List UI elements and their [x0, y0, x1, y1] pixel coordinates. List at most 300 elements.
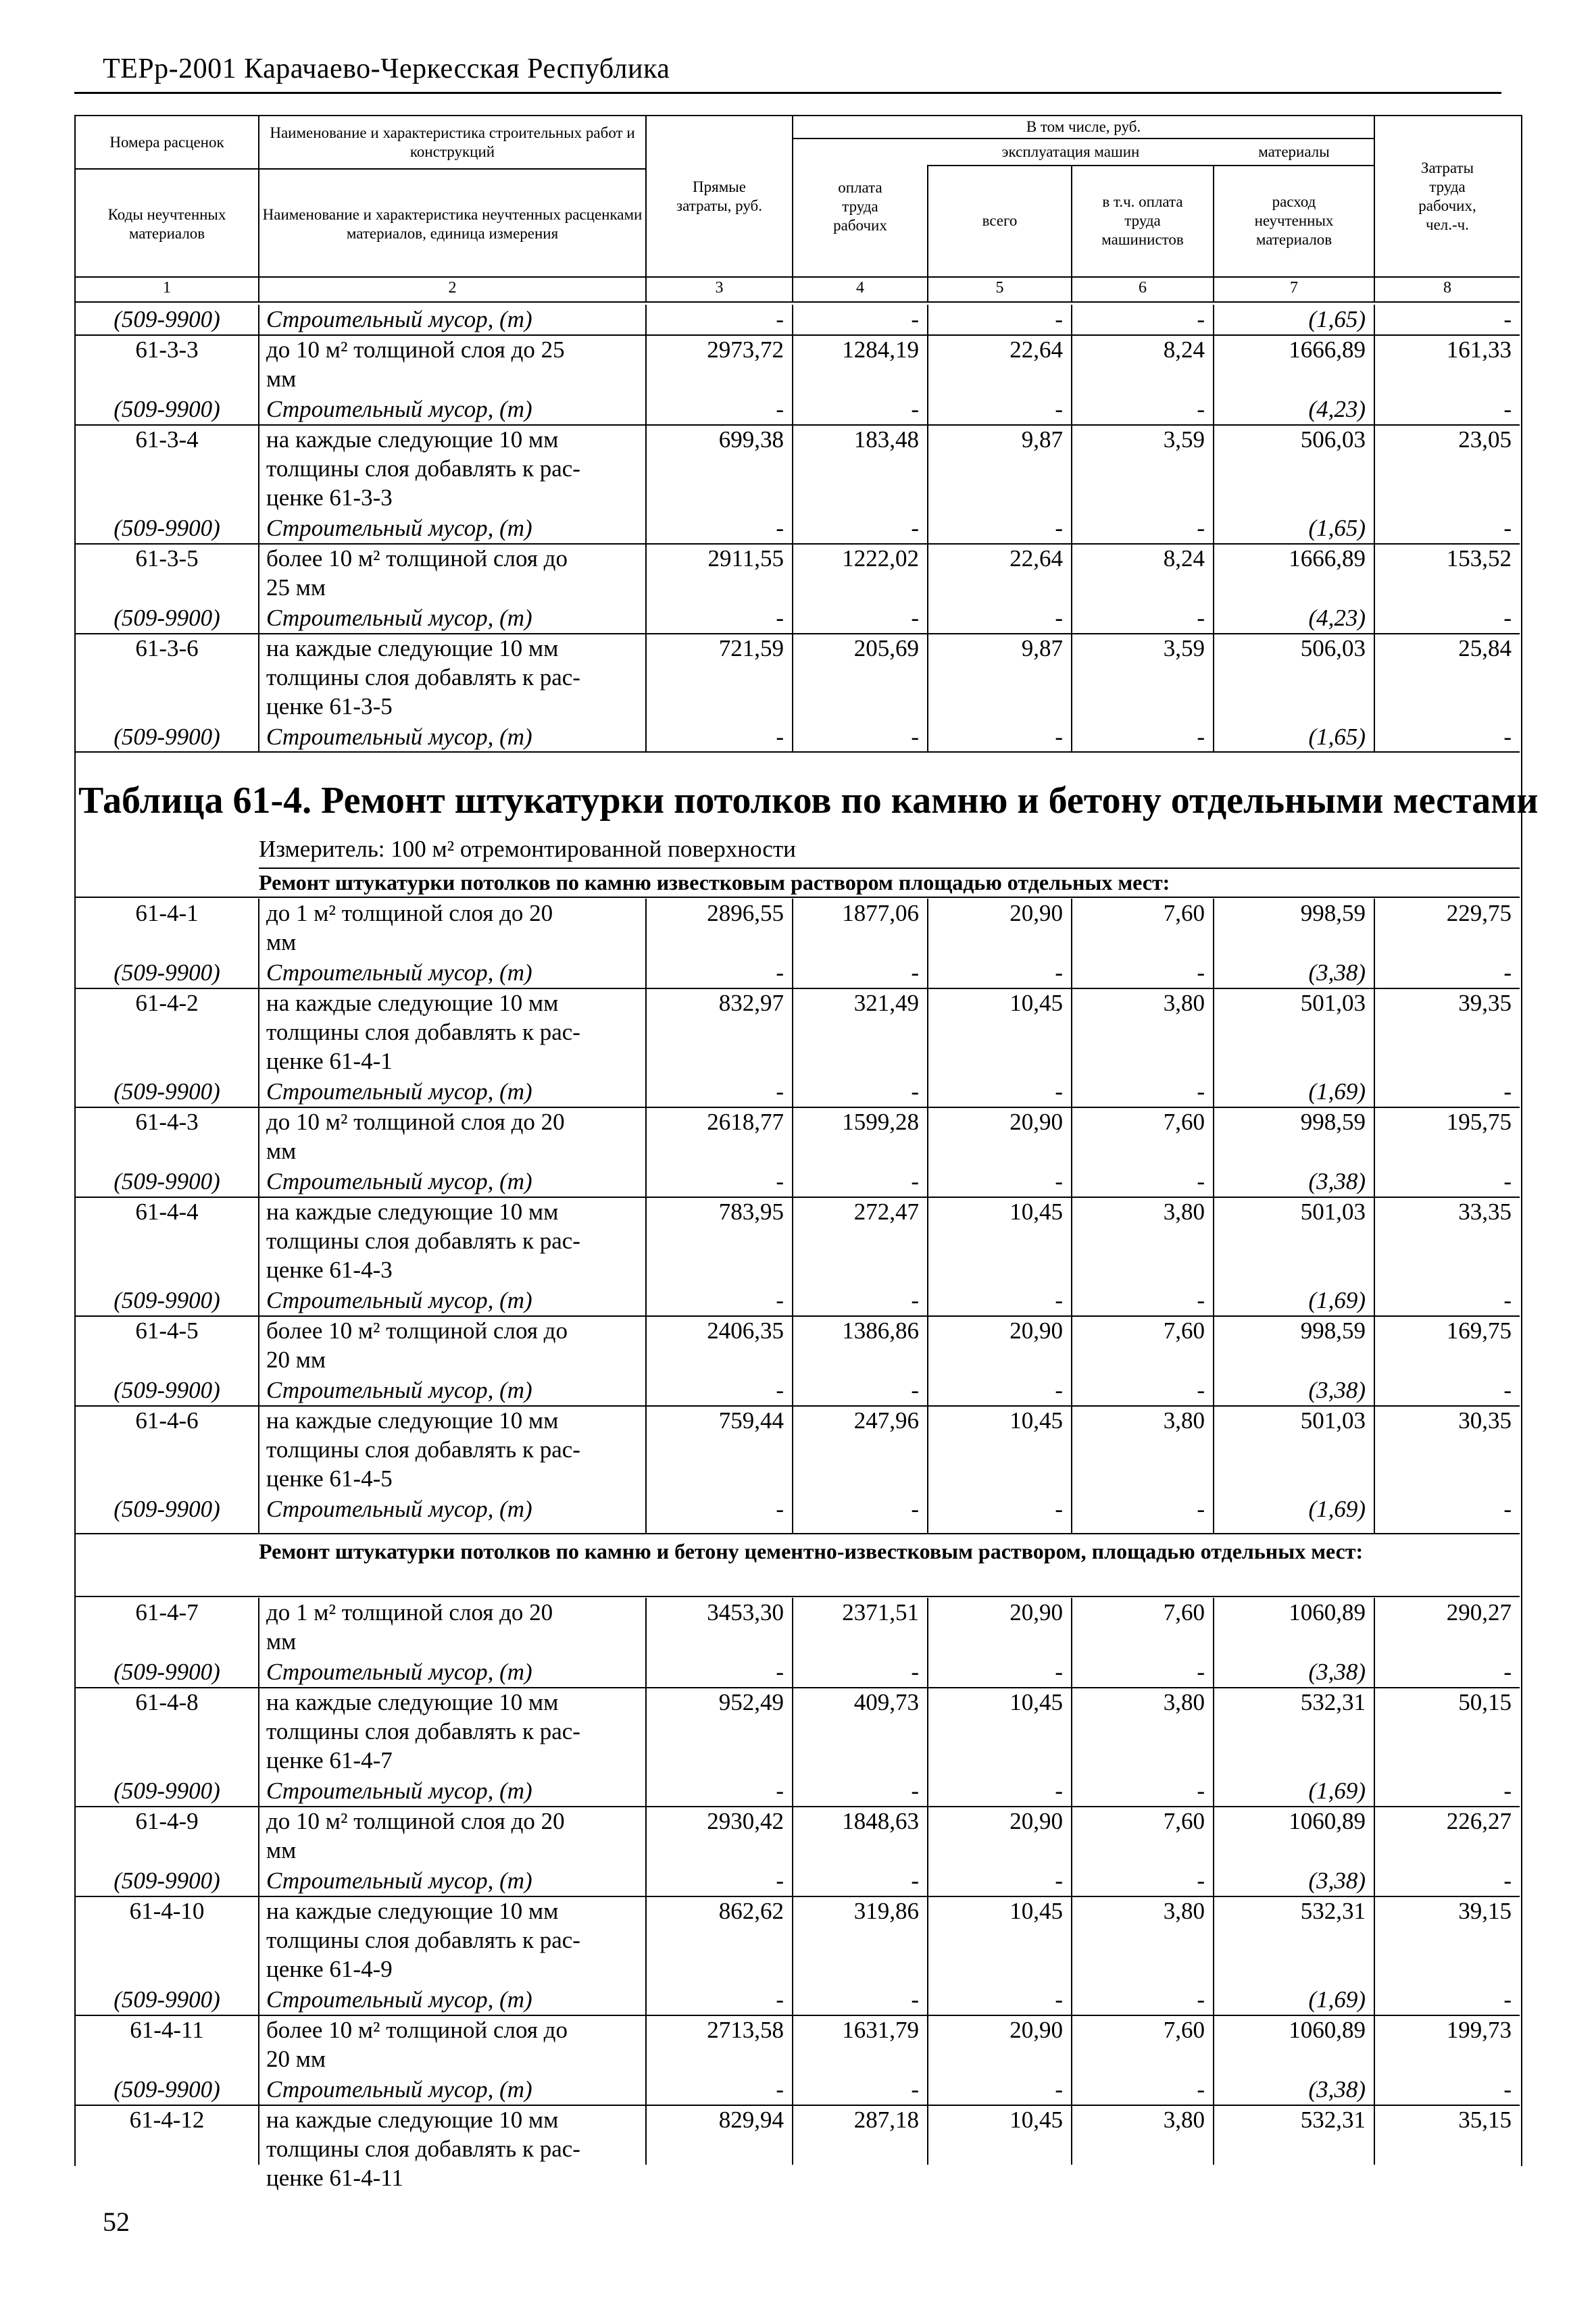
- value-cell: -: [776, 959, 784, 986]
- material-row: [76, 958, 1520, 988]
- value-cell: -: [911, 396, 919, 422]
- rate-row: [76, 544, 1520, 603]
- value-cell: 2911,55: [707, 545, 784, 572]
- value-cell: 1060,89: [1289, 1599, 1366, 1626]
- description-line: ценке 61-4-5: [266, 1465, 393, 1492]
- value-cell: 501,03: [1300, 1199, 1366, 1225]
- rate-code: 61-4-9: [135, 1808, 199, 1834]
- value-cell: -: [1197, 1659, 1205, 1685]
- description-line: Строительный мусор, (т): [266, 1986, 532, 2013]
- description-line: на каждые следующие 10 мм: [266, 635, 559, 661]
- value-cell: 3,80: [1163, 1199, 1205, 1225]
- value-cell: 1284,19: [842, 336, 919, 363]
- value-cell: -: [776, 1078, 784, 1105]
- value-cell: 169,75: [1446, 1317, 1512, 1344]
- value-cell: -: [1055, 1867, 1063, 1894]
- value-cell: 829,94: [718, 2107, 784, 2133]
- header-col6: в т.ч. оплата труда машинистов: [1101, 193, 1184, 248]
- value-cell: -: [776, 2076, 784, 2103]
- rate-code: 61-3-4: [135, 426, 199, 453]
- value-cell: -: [776, 1287, 784, 1313]
- column-number: 6: [1139, 279, 1147, 297]
- description-line: более 10 м² толщиной слоя до: [266, 2017, 568, 2043]
- value-cell: -: [911, 1287, 919, 1313]
- value-cell: -: [911, 515, 919, 541]
- rate-row: [76, 899, 1520, 958]
- description-line: ценке 61-4-11: [266, 2165, 403, 2191]
- value-cell: -: [1055, 1287, 1063, 1313]
- column-rule: [1374, 1598, 1375, 2165]
- value-cell: 952,49: [718, 1689, 784, 1715]
- material-row: [76, 305, 1520, 335]
- value-cell: 3,59: [1163, 635, 1205, 661]
- column-rule: [1213, 305, 1214, 751]
- rate-row: [76, 1807, 1520, 1866]
- material-row: [76, 1167, 1520, 1197]
- description-line: 20 мм: [266, 1347, 326, 1373]
- page-header-title: ТЕРр-2001 Карачаево-Черкесская Республика: [103, 53, 670, 84]
- description-line: на каждые следующие 10 мм: [266, 1898, 559, 1924]
- value-cell: -: [911, 1778, 919, 1804]
- value-cell: -: [1503, 1496, 1512, 1522]
- value-cell: 10,45: [1009, 2107, 1063, 2133]
- value-cell: 39,35: [1458, 990, 1512, 1016]
- rate-code: 61-4-8: [135, 1689, 199, 1715]
- value-cell: 506,03: [1300, 635, 1366, 661]
- value-cell: 3,80: [1163, 1407, 1205, 1434]
- material-row: [76, 1376, 1520, 1406]
- value-cell: -: [911, 724, 919, 750]
- description-line: до 1 м² толщиной слоя до 20: [266, 1599, 553, 1626]
- value-cell: 699,38: [718, 426, 784, 453]
- value-cell: -: [1503, 1287, 1512, 1313]
- rate-code: 61-4-12: [129, 2107, 205, 2133]
- value-cell: 10,45: [1009, 1898, 1063, 1924]
- material-code: (509-9900): [114, 959, 220, 986]
- header-col7: расход неучтенных материалов: [1254, 193, 1334, 248]
- description-line: толщины слоя добавлять к рас-: [266, 664, 580, 690]
- value-cell: 33,35: [1458, 1199, 1512, 1225]
- value-cell: -: [1197, 306, 1205, 332]
- value-cell: 2406,35: [707, 1317, 784, 1344]
- material-row: [76, 1985, 1520, 2015]
- rate-row: [76, 634, 1520, 722]
- value-cell: 30,35: [1458, 1407, 1512, 1434]
- value-cell: -: [1503, 306, 1512, 332]
- material-row: [76, 395, 1520, 425]
- rate-row: [76, 1598, 1520, 1657]
- value-cell: -: [1197, 1168, 1205, 1194]
- material-code: (509-9900): [114, 306, 220, 332]
- value-cell: 506,03: [1300, 426, 1366, 453]
- value-cell: -: [911, 2076, 919, 2103]
- material-row: [76, 603, 1520, 634]
- value-cell: 2930,42: [707, 1808, 784, 1834]
- material-row: [76, 1776, 1520, 1807]
- description-line: Строительный мусор, (т): [266, 1659, 532, 1685]
- value-cell: (3,38): [1308, 1377, 1366, 1403]
- table-61-4-title: Таблица 61-4. Ремонт штукатурки потолков по камню и бетону отдельными местами: [78, 780, 1539, 822]
- header-col1-bottom: Коды неучтенных материалов: [107, 206, 226, 242]
- header-col2-top: Наименование и характеристика строительных работ и конструкций: [270, 124, 635, 160]
- value-cell: -: [776, 1168, 784, 1194]
- rate-row: [76, 2015, 1520, 2075]
- header-rule-subgroup: [927, 165, 1374, 166]
- value-cell: -: [1197, 1986, 1205, 2013]
- value-cell: 195,75: [1446, 1109, 1512, 1135]
- value-cell: 532,31: [1300, 2107, 1366, 2133]
- description-line: Строительный мусор, (т): [266, 1867, 532, 1894]
- value-cell: -: [911, 959, 919, 986]
- value-cell: 1666,89: [1289, 545, 1366, 572]
- value-cell: -: [1197, 959, 1205, 986]
- value-cell: -: [1055, 724, 1063, 750]
- value-cell: -: [1503, 1078, 1512, 1105]
- material-code: (509-9900): [114, 396, 220, 422]
- material-code: (509-9900): [114, 1986, 220, 2013]
- value-cell: -: [1197, 1078, 1205, 1105]
- value-cell: 10,45: [1009, 1199, 1063, 1225]
- value-cell: 9,87: [1021, 635, 1063, 661]
- value-cell: 321,49: [853, 990, 919, 1016]
- value-cell: 20,90: [1009, 1808, 1063, 1834]
- rate-code: 61-4-5: [135, 1317, 199, 1344]
- value-cell: (3,38): [1308, 1659, 1366, 1685]
- description-line: Строительный мусор, (т): [266, 396, 532, 422]
- measure-unit: Измеритель: 100 м² отремонтированной поверхности: [259, 836, 796, 862]
- material-code: (509-9900): [114, 1867, 220, 1894]
- value-cell: (1,65): [1308, 724, 1366, 750]
- description-line: Строительный мусор, (т): [266, 959, 532, 986]
- description-line: на каждые следующие 10 мм: [266, 1689, 559, 1715]
- value-cell: -: [1055, 1168, 1063, 1194]
- header-col3: Прямые затраты, руб.: [676, 178, 762, 214]
- material-row: [76, 722, 1520, 753]
- description-line: мм: [266, 1138, 297, 1164]
- material-row: [76, 1494, 1520, 1525]
- value-cell: 8,24: [1163, 336, 1205, 363]
- value-cell: -: [1503, 959, 1512, 986]
- rate-row: [76, 1688, 1520, 1776]
- header-materials-label: материалы: [1258, 143, 1330, 160]
- column-rule: [1213, 1598, 1214, 2165]
- value-cell: 35,15: [1458, 2107, 1512, 2133]
- rate-row: [76, 1316, 1520, 1376]
- value-cell: 20,90: [1009, 900, 1063, 926]
- header-col1-top: Номера расценок: [109, 134, 224, 151]
- section-2-top-rule: [76, 1533, 1520, 1534]
- value-cell: 501,03: [1300, 990, 1366, 1016]
- material-code: (509-9900): [114, 1659, 220, 1685]
- value-cell: -: [776, 515, 784, 541]
- value-cell: 862,62: [718, 1898, 784, 1924]
- material-row: [76, 1866, 1520, 1896]
- value-cell: 10,45: [1009, 990, 1063, 1016]
- value-cell: 7,60: [1163, 900, 1205, 926]
- column-number: 8: [1443, 279, 1451, 297]
- value-cell: -: [1055, 306, 1063, 332]
- value-cell: 10,45: [1009, 1407, 1063, 1434]
- value-cell: 153,52: [1446, 545, 1512, 572]
- value-cell: 1631,79: [842, 2017, 919, 2043]
- rate-code: 61-4-11: [130, 2017, 204, 2043]
- value-cell: 7,60: [1163, 1317, 1205, 1344]
- value-cell: 998,59: [1300, 1317, 1366, 1344]
- value-cell: 2973,72: [707, 336, 784, 363]
- description-line: Строительный мусор, (т): [266, 306, 532, 332]
- description-line: мм: [266, 1837, 297, 1863]
- value-cell: 39,15: [1458, 1898, 1512, 1924]
- column-number: 5: [995, 279, 1004, 297]
- value-cell: -: [1503, 1867, 1512, 1894]
- value-cell: -: [1503, 1986, 1512, 2013]
- description-line: толщины слоя добавлять к рас-: [266, 2136, 580, 2162]
- rate-code: 61-3-3: [135, 336, 199, 363]
- value-cell: -: [911, 1496, 919, 1522]
- value-cell: 7,60: [1163, 1109, 1205, 1135]
- column-number: 1: [163, 279, 171, 297]
- material-row: [76, 1286, 1520, 1316]
- column-numbers-rule: [76, 301, 1520, 303]
- value-cell: (1,69): [1308, 1778, 1366, 1804]
- value-cell: 7,60: [1163, 1808, 1205, 1834]
- value-cell: -: [1503, 1168, 1512, 1194]
- value-cell: (3,38): [1308, 2076, 1366, 2103]
- value-cell: -: [1197, 1867, 1205, 1894]
- column-rule: [792, 1598, 793, 2165]
- value-cell: 2713,58: [707, 2017, 784, 2043]
- value-cell: -: [1055, 959, 1063, 986]
- column-number: 4: [856, 279, 864, 297]
- value-cell: 20,90: [1009, 1109, 1063, 1135]
- value-cell: 199,73: [1446, 2017, 1512, 2043]
- value-cell: (3,38): [1308, 959, 1366, 986]
- rate-code: 61-4-6: [135, 1407, 199, 1434]
- column-rule: [1374, 899, 1375, 1533]
- value-cell: 10,45: [1009, 1689, 1063, 1715]
- value-cell: -: [1503, 1659, 1512, 1685]
- header-col4: оплата труда рабочих: [833, 179, 887, 234]
- value-cell: -: [1503, 605, 1512, 631]
- value-cell: -: [1055, 1377, 1063, 1403]
- column-rule: [258, 899, 259, 1533]
- value-cell: -: [1503, 1377, 1512, 1403]
- description-line: Строительный мусор, (т): [266, 1778, 532, 1804]
- value-cell: -: [1055, 515, 1063, 541]
- value-cell: -: [1197, 724, 1205, 750]
- value-cell: 23,05: [1458, 426, 1512, 453]
- description-line: до 10 м² толщиной слоя до 20: [266, 1109, 565, 1135]
- value-cell: -: [1197, 1377, 1205, 1403]
- rate-code: 61-4-10: [129, 1898, 205, 1924]
- column-rule: [258, 305, 259, 751]
- description-line: Строительный мусор, (т): [266, 1168, 532, 1194]
- value-cell: 319,86: [853, 1898, 919, 1924]
- value-cell: 1848,63: [842, 1808, 919, 1834]
- description-line: на каждые следующие 10 мм: [266, 1199, 559, 1225]
- description-line: ценке 61-4-1: [266, 1048, 393, 1074]
- value-cell: -: [1055, 1986, 1063, 2013]
- value-cell: 287,18: [853, 2107, 919, 2133]
- rate-row: [76, 988, 1520, 1077]
- description-line: более 10 м² толщиной слоя до: [266, 545, 568, 572]
- column-rule: [1071, 899, 1072, 1533]
- value-cell: -: [1197, 1287, 1205, 1313]
- value-cell: -: [911, 1986, 919, 2013]
- description-line: мм: [266, 366, 297, 392]
- value-cell: 998,59: [1300, 900, 1366, 926]
- rate-code: 61-4-4: [135, 1199, 199, 1225]
- description-line: Строительный мусор, (т): [266, 2076, 532, 2103]
- description-line: Строительный мусор, (т): [266, 724, 532, 750]
- header-machines-label: эксплуатация машин: [1001, 143, 1140, 160]
- value-cell: -: [1197, 1778, 1205, 1804]
- material-row: [76, 1077, 1520, 1107]
- description-line: Строительный мусор, (т): [266, 1496, 532, 1522]
- description-line: на каждые следующие 10 мм: [266, 990, 559, 1016]
- value-cell: (3,38): [1308, 1168, 1366, 1194]
- value-cell: (1,69): [1308, 1287, 1366, 1313]
- column-rule: [258, 1598, 259, 2165]
- value-cell: 22,64: [1009, 336, 1063, 363]
- value-cell: -: [911, 306, 919, 332]
- value-cell: 501,03: [1300, 1407, 1366, 1434]
- rate-row: [76, 335, 1520, 395]
- description-line: ценке 61-4-3: [266, 1257, 393, 1283]
- value-cell: 2896,55: [707, 900, 784, 926]
- column-number: 7: [1290, 279, 1298, 297]
- value-cell: -: [776, 1496, 784, 1522]
- value-cell: -: [1503, 1778, 1512, 1804]
- description-line: ценке 61-3-3: [266, 484, 393, 511]
- value-cell: 247,96: [853, 1407, 919, 1434]
- value-cell: 183,48: [853, 426, 919, 453]
- column-rule: [927, 1598, 928, 2165]
- header-rule: [74, 92, 1501, 94]
- value-cell: (1,65): [1308, 306, 1366, 332]
- header-col8: Затраты труда рабочих, чел.-ч.: [1418, 159, 1476, 233]
- material-code: (509-9900): [114, 1778, 220, 1804]
- value-cell: 783,95: [718, 1199, 784, 1225]
- value-cell: -: [1197, 605, 1205, 631]
- material-code: (509-9900): [114, 1168, 220, 1194]
- value-cell: -: [1055, 1659, 1063, 1685]
- column-rule: [927, 899, 928, 1533]
- value-cell: 998,59: [1300, 1109, 1366, 1135]
- value-cell: -: [911, 1867, 919, 1894]
- description-line: толщины слоя добавлять к рас-: [266, 1228, 580, 1254]
- rate-code: 61-3-6: [135, 635, 199, 661]
- value-cell: 50,15: [1458, 1689, 1512, 1715]
- description-line: более 10 м² толщиной слоя до: [266, 1317, 568, 1344]
- header-rule-mid: [76, 168, 645, 170]
- value-cell: -: [1055, 1778, 1063, 1804]
- value-cell: -: [1503, 515, 1512, 541]
- rate-code: 61-3-5: [135, 545, 199, 572]
- rate-row: [76, 1197, 1520, 1286]
- value-cell: -: [776, 1377, 784, 1403]
- rate-row: [76, 1107, 1520, 1167]
- value-cell: (3,38): [1308, 1867, 1366, 1894]
- description-line: 20 мм: [266, 2046, 326, 2072]
- section-1-title: Ремонт штукатурки потолков по камню известковым раствором площадью отдельных мест:: [259, 870, 1170, 895]
- value-cell: -: [1197, 2076, 1205, 2103]
- value-cell: (1,69): [1308, 1986, 1366, 2013]
- description-line: Строительный мусор, (т): [266, 1078, 532, 1105]
- value-cell: -: [911, 1168, 919, 1194]
- description-line: до 10 м² толщиной слоя до 25: [266, 336, 565, 363]
- material-code: (509-9900): [114, 1377, 220, 1403]
- rate-code: 61-4-2: [135, 990, 199, 1016]
- column-rule: [1213, 899, 1214, 1533]
- value-cell: 20,90: [1009, 1599, 1063, 1626]
- description-line: толщины слоя добавлять к рас-: [266, 455, 580, 482]
- value-cell: -: [1197, 396, 1205, 422]
- value-cell: -: [776, 605, 784, 631]
- description-line: мм: [266, 1628, 297, 1655]
- value-cell: -: [1197, 1496, 1205, 1522]
- value-cell: 2371,51: [842, 1599, 919, 1626]
- value-cell: -: [1055, 1078, 1063, 1105]
- description-line: мм: [266, 929, 297, 955]
- description-line: на каждые следующие 10 мм: [266, 2107, 559, 2133]
- value-cell: -: [911, 1377, 919, 1403]
- column-rule: [1071, 305, 1072, 751]
- value-cell: -: [776, 1986, 784, 2013]
- value-cell: 1060,89: [1289, 2017, 1366, 2043]
- value-cell: 9,87: [1021, 426, 1063, 453]
- description-line: на каждые следующие 10 мм: [266, 426, 559, 453]
- column-rule: [792, 305, 793, 751]
- value-cell: 2618,77: [707, 1109, 784, 1135]
- value-cell: 759,44: [718, 1407, 784, 1434]
- value-cell: 3,80: [1163, 1898, 1205, 1924]
- value-cell: 25,84: [1458, 635, 1512, 661]
- description-line: Строительный мусор, (т): [266, 515, 532, 541]
- value-cell: (4,23): [1308, 396, 1366, 422]
- value-cell: 3,80: [1163, 1689, 1205, 1715]
- value-cell: 721,59: [718, 635, 784, 661]
- rate-row: [76, 1896, 1520, 1985]
- rate-code: 61-4-7: [135, 1599, 199, 1626]
- value-cell: -: [776, 306, 784, 332]
- value-cell: -: [776, 1659, 784, 1685]
- column-number: 2: [448, 279, 457, 297]
- value-cell: -: [776, 1778, 784, 1804]
- value-cell: (4,23): [1308, 605, 1366, 631]
- value-cell: 532,31: [1300, 1898, 1366, 1924]
- value-cell: 161,33: [1446, 336, 1512, 363]
- value-cell: 1386,86: [842, 1317, 919, 1344]
- rate-code: 61-4-3: [135, 1109, 199, 1135]
- header-col5: всего: [982, 212, 1018, 229]
- value-cell: -: [1055, 605, 1063, 631]
- material-row: [76, 513, 1520, 544]
- column-rule: [1374, 305, 1375, 751]
- value-cell: 832,97: [718, 990, 784, 1016]
- material-code: (509-9900): [114, 1496, 220, 1522]
- rate-row: [76, 2105, 1520, 2194]
- value-cell: -: [911, 1078, 919, 1105]
- value-cell: -: [1055, 396, 1063, 422]
- section-2-rule: [76, 1596, 1520, 1597]
- description-line: на каждые следующие 10 мм: [266, 1407, 559, 1434]
- value-cell: -: [1503, 396, 1512, 422]
- value-cell: 20,90: [1009, 2017, 1063, 2043]
- column-rule: [645, 1598, 647, 2165]
- value-cell: 1877,06: [842, 900, 919, 926]
- value-cell: 3453,30: [707, 1599, 784, 1626]
